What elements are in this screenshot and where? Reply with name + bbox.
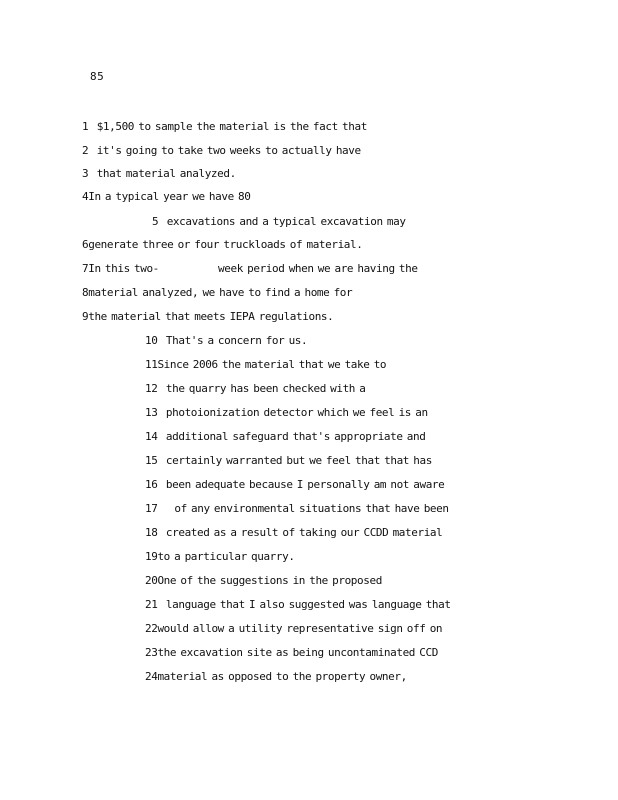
transcript-line-8 xyxy=(82,286,352,299)
line-number: 4 xyxy=(82,190,89,203)
transcript-line-12 xyxy=(145,382,365,395)
line-text: language that I also suggested was language that xyxy=(165,598,451,611)
transcript-line-24 xyxy=(145,670,407,683)
line-number: 12 xyxy=(145,382,158,395)
transcript-line-5 xyxy=(152,215,406,228)
line-number: 3 xyxy=(82,167,89,180)
line-text: of any environmental situations that have been xyxy=(174,502,449,515)
line-number: 6 xyxy=(82,238,89,251)
transcript-line-10 xyxy=(145,334,307,347)
line-text: In a typical year we have 80 xyxy=(88,190,251,203)
line-text: the excavation site as being uncontaminated CCD xyxy=(157,646,438,659)
line-text: That's a concern for us. xyxy=(165,334,308,347)
transcript-line-20 xyxy=(145,574,382,587)
line-number: 11 xyxy=(145,358,158,371)
line-text: Since 2006 the material that we take to xyxy=(157,358,387,371)
transcript-line-17 xyxy=(145,502,449,515)
transcript-line-7 xyxy=(82,262,418,275)
line-number: 18 xyxy=(145,526,158,539)
line-number: 10 xyxy=(145,334,158,347)
transcript-line-2 xyxy=(82,144,361,157)
line-text: excavations and a typical excavation may xyxy=(166,215,406,228)
transcript-line-6 xyxy=(82,238,362,251)
line-number: 7 xyxy=(82,262,89,275)
line-text: created as a result of taking our CCDD material xyxy=(165,526,443,539)
line-text: material analyzed, we have to find a home for xyxy=(88,286,353,299)
line-text: to a particular quarry. xyxy=(157,550,295,563)
transcript-line-22 xyxy=(145,622,442,635)
line-text: the material that meets IEPA regulations. xyxy=(88,310,334,323)
line-number: 5 xyxy=(152,215,159,228)
line-number: 2 xyxy=(82,144,89,157)
line-text: it's going to take two weeks to actually have xyxy=(96,144,361,157)
line-text: would allow a utility representative sign off on xyxy=(157,622,443,635)
transcript-line-18 xyxy=(145,526,442,539)
line-text: In this two- week period when we are having the xyxy=(88,262,418,275)
transcript-line-11 xyxy=(145,358,386,371)
line-text: photoionization detector which we feel is an xyxy=(165,406,428,419)
line-text: additional safeguard that's appropriate and xyxy=(165,430,426,443)
line-number: 20 xyxy=(145,574,158,587)
line-number: 16 xyxy=(145,478,158,491)
line-text: certainly warranted but we feel that that has xyxy=(165,454,432,467)
transcript-line-15 xyxy=(145,454,432,467)
line-number: 15 xyxy=(145,454,158,467)
line-text: $1,500 to sample the material is the fact that xyxy=(96,120,367,133)
line-number: 21 xyxy=(145,598,158,611)
line-number: 14 xyxy=(145,430,158,443)
transcript-line-19 xyxy=(145,550,295,563)
transcript-line-9 xyxy=(82,310,333,323)
transcript-line-23 xyxy=(145,646,438,659)
line-number: 17 xyxy=(145,502,158,515)
transcript-line-16 xyxy=(145,478,444,491)
line-number: 9 xyxy=(82,310,89,323)
line-number: 22 xyxy=(145,622,158,635)
transcript-line-21 xyxy=(145,598,451,611)
transcript-line-14 xyxy=(145,430,425,443)
transcript-line-4 xyxy=(82,190,250,203)
transcript-line-13 xyxy=(145,406,428,419)
transcript-line-1 xyxy=(82,120,367,133)
line-text: the quarry has been checked with a xyxy=(165,382,366,395)
line-number: 1 xyxy=(82,120,89,133)
line-number: 13 xyxy=(145,406,158,419)
line-number: 19 xyxy=(145,550,158,563)
page-number: 85 xyxy=(90,70,105,83)
line-text: been adequate because I personally am not aware xyxy=(165,478,445,491)
line-text: material as opposed to the property owner, xyxy=(157,670,407,683)
transcript-line-3 xyxy=(82,167,236,180)
line-number: 8 xyxy=(82,286,89,299)
line-number: 23 xyxy=(145,646,158,659)
line-text: generate three or four truckloads of material. xyxy=(88,238,363,251)
line-text: that material analyzed. xyxy=(96,167,236,180)
line-number: 24 xyxy=(145,670,158,683)
line-text: One of the suggestions in the proposed xyxy=(157,574,382,587)
